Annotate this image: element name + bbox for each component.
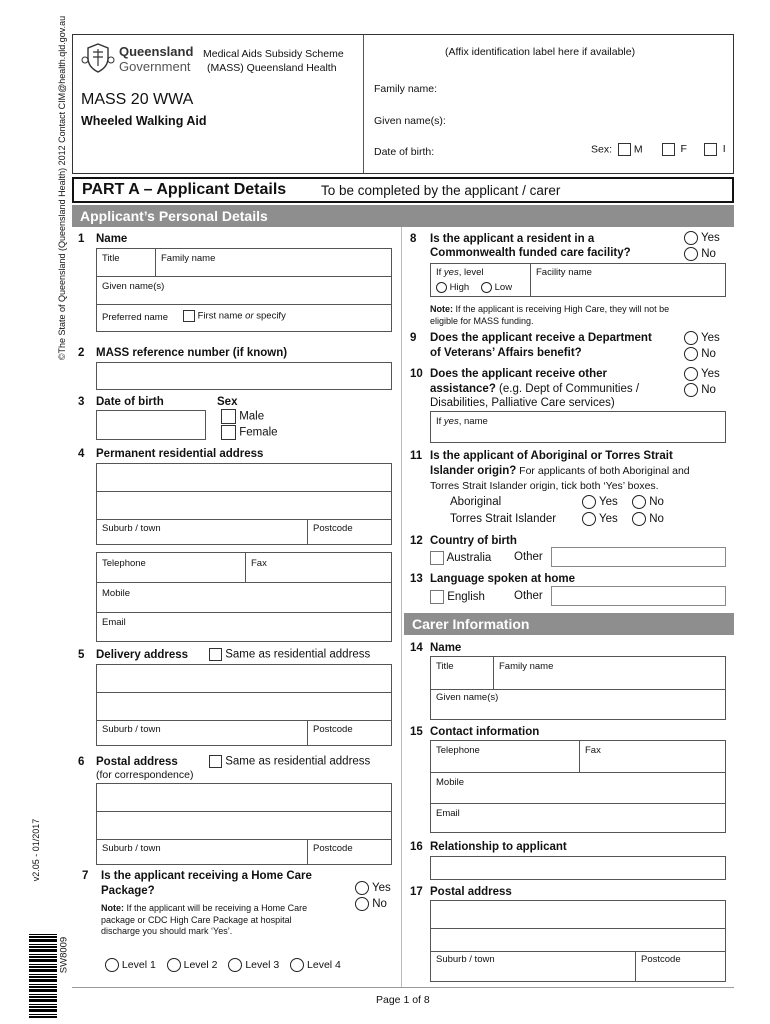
q4-mobile-label: Mobile xyxy=(102,588,130,599)
id-sex-m-label: M xyxy=(633,143,643,156)
q7-level4-label: Level 4 xyxy=(307,958,341,971)
q11-aboriginal-yes-option[interactable] xyxy=(582,495,618,509)
q5-number: 5 xyxy=(78,649,85,661)
id-sex-m-checkbox[interactable] xyxy=(618,143,631,156)
page-number: Page 1 of 8 xyxy=(376,994,430,1006)
q7-level2-radio[interactable] xyxy=(167,958,181,972)
q7-level1-option[interactable] xyxy=(105,959,156,971)
q10-label-line2b: (e.g. Dept of Communities / xyxy=(495,383,640,395)
q7-no-radio[interactable] xyxy=(355,897,369,911)
q2-mass-ref-input[interactable] xyxy=(96,362,392,390)
carer-info-heading: Carer Information xyxy=(404,613,734,635)
q1-given-field[interactable]: Given name(s) xyxy=(102,281,165,292)
q6-same-option[interactable] xyxy=(209,755,370,768)
q9-label-line1: Does the applicant receive a Department xyxy=(430,332,652,344)
q3-male-checkbox[interactable] xyxy=(221,409,236,424)
q8-if-yes-level xyxy=(436,267,484,278)
q4-suburb-label: Suburb / town xyxy=(102,523,161,534)
q11-label-line2b: For applicants of both Aboriginal and xyxy=(516,465,690,477)
q11-label-line2a: Islander origin? xyxy=(430,465,517,477)
q17-number: 17 xyxy=(410,886,423,898)
part-a-banner xyxy=(72,177,734,203)
q5-postcode-label: Postcode xyxy=(313,724,353,735)
q8-low-radio[interactable] xyxy=(481,282,492,293)
q9-no-radio[interactable] xyxy=(684,347,698,361)
id-sex-i-label: I xyxy=(722,143,726,156)
q11-aboriginal-label: Aboriginal xyxy=(450,496,502,508)
q4-address-box[interactable] xyxy=(96,463,392,545)
q15-number: 15 xyxy=(410,726,423,738)
id-dob-label: Date of birth: xyxy=(374,146,435,158)
q4-number: 4 xyxy=(78,448,85,460)
q10-no-radio[interactable] xyxy=(684,383,698,397)
q14-given-label: Given name(s) xyxy=(436,692,499,703)
q8-low-option[interactable] xyxy=(481,282,512,293)
q7-level2-option[interactable] xyxy=(167,959,218,971)
q8-note-line1: If the applicant is receiving High Care, they will not be xyxy=(453,304,670,314)
q3-female-checkbox[interactable] xyxy=(221,425,236,440)
q14-label: Name xyxy=(430,642,462,654)
id-given-name-label: Given name(s): xyxy=(374,115,446,127)
q7-level3-label: Level 3 xyxy=(245,958,280,971)
q4-telephone-label: Telephone xyxy=(102,558,146,569)
q10-if-pre: If xyxy=(436,416,444,427)
header-box xyxy=(72,34,734,174)
q11-aboriginal-no-label: No xyxy=(649,496,664,509)
q2-number: 2 xyxy=(78,347,85,359)
id-sex-i-checkbox[interactable] xyxy=(704,143,717,156)
q6-label: Postal address xyxy=(96,756,178,768)
id-sex-f-checkbox[interactable] xyxy=(662,143,675,156)
q5-same-checkbox[interactable] xyxy=(209,648,222,661)
q1-name-box xyxy=(96,248,392,332)
q7-level3-radio[interactable] xyxy=(228,958,242,972)
q7-note-line1: If the applicant will be receiving a Home Care xyxy=(124,903,308,913)
part-a-title: PART A – Applicant Details xyxy=(82,181,287,198)
logo-government: Government xyxy=(119,59,191,74)
q11-number: 11 xyxy=(410,450,423,462)
q11-tsi-yes-label: Yes xyxy=(599,513,618,526)
q1-family-field[interactable]: Family name xyxy=(161,253,216,264)
q8-note-line2: eligible for MASS funding. xyxy=(430,315,534,326)
q4-fax-label: Fax xyxy=(251,558,267,569)
q13-other-input[interactable] xyxy=(551,586,726,606)
q10-number: 10 xyxy=(410,368,423,380)
q1-label: Name xyxy=(96,233,128,245)
q7-yes-option[interactable] xyxy=(355,881,391,895)
q17-address-box[interactable] xyxy=(430,900,726,982)
q7-note-bold: Note: xyxy=(101,903,124,913)
q13-english-checkbox[interactable] xyxy=(430,590,444,604)
q11-aboriginal-no-radio[interactable] xyxy=(632,495,646,509)
q5-same-label: Same as residential address xyxy=(225,648,371,661)
q10-if-yes: yes xyxy=(443,416,459,427)
q11-tsi-yes-radio[interactable] xyxy=(582,512,596,526)
q14-family-label: Family name xyxy=(499,661,554,672)
q11-tsi-no-radio[interactable] xyxy=(632,512,646,526)
q6-same-checkbox[interactable] xyxy=(209,755,222,768)
q6-sub: (for correspondence) xyxy=(96,769,194,781)
form-subtitle: Wheeled Walking Aid xyxy=(81,114,207,128)
q17-label: Postal address xyxy=(430,886,512,898)
q7-yes-radio[interactable] xyxy=(355,881,369,895)
page-footer-rule xyxy=(72,987,734,988)
q13-other-label: Other xyxy=(514,590,543,602)
q6-suburb-label: Suburb / town xyxy=(102,843,161,854)
version-vertical: v2.05 - 01/2017 xyxy=(31,818,41,882)
q12-number: 12 xyxy=(410,535,423,547)
q10-yes-label: Yes xyxy=(701,368,720,381)
q1-first-or: or xyxy=(245,310,254,322)
q11-tsi-no-label: No xyxy=(649,513,664,526)
q8-facility-label: Facility name xyxy=(536,267,592,278)
q8-yes-label: Yes xyxy=(701,232,720,245)
q15-telephone-label: Telephone xyxy=(436,745,480,756)
q10-label-line3: Disabilities, Palliative Care services) xyxy=(430,397,615,409)
q3-female-option[interactable] xyxy=(221,425,278,440)
q8-label-line2: Commonwealth funded care facility? xyxy=(430,247,631,259)
q4-contact-box[interactable] xyxy=(96,552,392,642)
q1-preferred-field[interactable]: Preferred name xyxy=(102,312,169,323)
q3-number: 3 xyxy=(78,396,85,408)
form-code-vertical: SW8009 xyxy=(58,936,70,974)
q13-english-label: English xyxy=(447,591,485,604)
q13-english-option[interactable] xyxy=(430,590,485,604)
q7-level4-radio[interactable] xyxy=(290,958,304,972)
q8-if-post: , level xyxy=(458,267,484,278)
id-family-name-label: Family name: xyxy=(374,83,438,95)
q3-label: Date of birth xyxy=(96,396,164,408)
q11-label-line2 xyxy=(430,465,690,477)
q9-yes-option[interactable] xyxy=(684,331,720,345)
q14-name-box[interactable] xyxy=(430,656,726,720)
q7-yes-label: Yes xyxy=(372,882,391,895)
q7-note-line2: package or CDC High Care Package at hospital xyxy=(101,914,292,925)
q11-label-line3: Torres Strait Islander origin, tick both ‘Yes’ boxes. xyxy=(430,480,659,492)
crest-icon xyxy=(81,42,115,74)
q6-number: 6 xyxy=(78,756,85,768)
q10-yes-radio[interactable] xyxy=(684,367,698,381)
q3-female-label: Female xyxy=(239,426,278,439)
q1-first-name-option[interactable] xyxy=(183,310,286,322)
id-sex-group xyxy=(591,143,726,156)
q10-yes-option[interactable] xyxy=(684,367,720,381)
q2-label: MASS reference number (if known) xyxy=(96,347,288,359)
q5-label: Delivery address xyxy=(96,649,189,661)
q8-high-option[interactable] xyxy=(436,282,469,293)
q1-first-pre: First name xyxy=(197,310,246,322)
q7-note xyxy=(101,903,307,938)
q15-mobile-label: Mobile xyxy=(436,777,464,788)
scheme-line2: (MASS) Queensland Health xyxy=(207,62,337,74)
q10-if-yes-name xyxy=(436,416,488,427)
q1-first-name-checkbox[interactable] xyxy=(183,310,195,322)
q14-title-label: Title xyxy=(436,661,454,672)
q8-high-radio[interactable] xyxy=(436,282,447,293)
q9-yes-radio[interactable] xyxy=(684,331,698,345)
q10-label-line2 xyxy=(430,383,639,395)
q7-level1-radio[interactable] xyxy=(105,958,119,972)
q8-number: 8 xyxy=(410,233,417,245)
q6-same-label: Same as residential address xyxy=(225,755,371,768)
q11-aboriginal-yes-label: Yes xyxy=(599,496,618,509)
q7-level4-option[interactable] xyxy=(290,959,341,971)
q8-low-label: Low xyxy=(494,282,513,294)
id-sex-f-label: F xyxy=(680,143,687,156)
q12-other-label: Other xyxy=(514,551,543,563)
q16-number: 16 xyxy=(410,841,423,853)
q4-postcode-label: Postcode xyxy=(313,523,353,534)
q15-fax-label: Fax xyxy=(585,745,601,756)
q15-email-label: Email xyxy=(436,808,460,819)
q3-male-option[interactable] xyxy=(221,409,264,424)
q7-number: 7 xyxy=(82,870,89,882)
q10-name-input[interactable] xyxy=(430,411,726,443)
q11-label-line1: Is the applicant of Aboriginal or Torres Strait xyxy=(430,450,673,462)
q8-no-label: No xyxy=(701,248,716,261)
q10-label-line1: Does the applicant receive other xyxy=(430,368,608,380)
q8-high-label: High xyxy=(449,282,470,294)
q9-no-label: No xyxy=(701,348,716,361)
q9-number: 9 xyxy=(410,332,417,344)
q10-no-label: No xyxy=(701,384,716,397)
q6-address-box[interactable] xyxy=(96,783,392,865)
scheme-line1: Medical Aids Subsidy Scheme xyxy=(203,48,344,60)
q3-sex-label: Sex xyxy=(217,396,238,408)
q16-label: Relationship to applicant xyxy=(430,841,567,853)
form-title: MASS 20 WWA xyxy=(81,91,194,108)
id-sex-label: Sex: xyxy=(591,143,613,156)
barcode xyxy=(29,932,57,1018)
q8-yes-option[interactable] xyxy=(684,231,720,245)
q13-number: 13 xyxy=(410,573,423,585)
q12-australia-label: Australia xyxy=(446,552,492,565)
q7-no-label: No xyxy=(372,898,387,911)
q8-note-bold: Note: xyxy=(430,304,453,314)
q7-note-line3: discharge you should mark ‘Yes’. xyxy=(101,926,233,936)
q7-level3-option[interactable] xyxy=(228,959,279,971)
q16-relationship-input[interactable] xyxy=(430,856,726,880)
q12-australia-checkbox[interactable] xyxy=(430,551,444,565)
q5-address-box[interactable] xyxy=(96,664,392,746)
q5-same-option[interactable] xyxy=(209,648,370,661)
q11-tsi-yes-option[interactable] xyxy=(582,512,618,526)
q1-number: 1 xyxy=(78,233,85,245)
q9-yes-label: Yes xyxy=(701,332,720,345)
q7-label-line2: Package? xyxy=(101,885,155,897)
q17-postcode-label: Postcode xyxy=(641,954,681,965)
q11-aboriginal-yes-radio[interactable] xyxy=(582,495,596,509)
copyright-vertical: ©The State of Queensland (Queensland Health) 2012 Contact CIM@health.qld.gov.au xyxy=(57,15,67,361)
q15-contact-box[interactable] xyxy=(430,740,726,833)
q7-level2-label: Level 2 xyxy=(183,958,218,971)
q8-label-line1: Is the applicant a resident in a xyxy=(430,233,595,245)
q7-level1-label: Level 1 xyxy=(121,958,156,971)
q8-if-pre: If xyxy=(436,267,444,278)
q8-if-yes: yes xyxy=(443,267,459,278)
q12-other-input[interactable] xyxy=(551,547,726,567)
part-a-subtitle: To be completed by the applicant / carer xyxy=(321,183,561,198)
q8-note xyxy=(430,304,669,327)
q14-number: 14 xyxy=(410,642,423,654)
q9-no-option[interactable] xyxy=(684,347,716,361)
column-divider xyxy=(401,227,402,987)
q12-australia-option[interactable] xyxy=(430,551,491,565)
q8-no-option[interactable] xyxy=(684,247,716,261)
q5-suburb-label: Suburb / town xyxy=(102,724,161,735)
q7-no-option[interactable] xyxy=(355,897,387,911)
logo-queensland: Queensland xyxy=(119,44,194,59)
q7-levels xyxy=(105,958,341,972)
q10-if-post: , name xyxy=(458,416,488,427)
applicant-details-heading: Applicant’s Personal Details xyxy=(72,205,734,227)
q11-tsi-no-option[interactable] xyxy=(632,512,664,526)
q4-email-label: Email xyxy=(102,617,126,628)
q13-label: Language spoken at home xyxy=(430,573,576,585)
q11-tsi-label: Torres Strait Islander xyxy=(450,513,557,525)
q17-suburb-label: Suburb / town xyxy=(436,954,495,965)
q9-label-line2: of Veterans’ Affairs benefit? xyxy=(430,347,582,359)
q1-first-post: specify xyxy=(253,310,286,322)
q1-title-field[interactable]: Title xyxy=(102,253,120,264)
q10-label-line2a: assistance? xyxy=(430,383,496,395)
q8-facility-box xyxy=(430,263,726,297)
q11-aboriginal-no-option[interactable] xyxy=(632,495,664,509)
q10-no-option[interactable] xyxy=(684,383,716,397)
q3-male-label: Male xyxy=(239,410,265,423)
q3-dob-input[interactable] xyxy=(96,410,206,440)
q7-label-line1: Is the applicant receiving a Home Care xyxy=(101,870,312,882)
affix-label: (Affix identification label here if available) xyxy=(445,46,636,58)
q12-label: Country of birth xyxy=(430,535,517,547)
q6-postcode-label: Postcode xyxy=(313,843,353,854)
q4-label: Permanent residential address xyxy=(96,448,264,460)
q8-no-radio[interactable] xyxy=(684,247,698,261)
q8-yes-radio[interactable] xyxy=(684,231,698,245)
q15-label: Contact information xyxy=(430,726,540,738)
